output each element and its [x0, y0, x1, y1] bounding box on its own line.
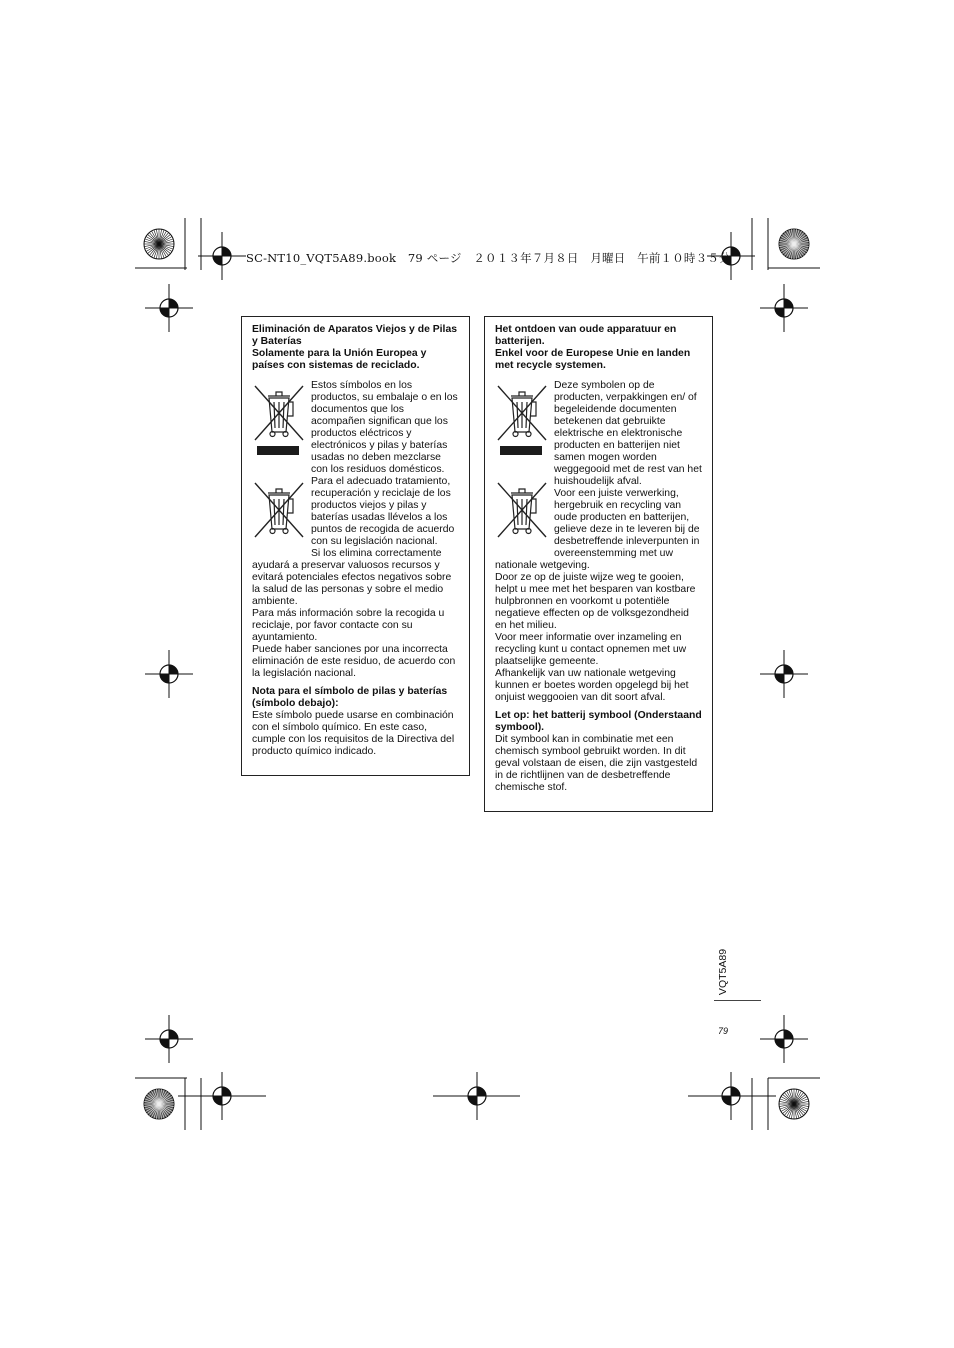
dutch-body: Deze symbolen op de producten, verpakkingen en/ of begeleidende documenten betekenen dat gebruikte elektrische en elektronische producten en batterijen niet samen mogen worden weggegooid met de rest van het huishoudelijk afval.	[554, 380, 702, 487]
black-bar-icon	[500, 446, 542, 455]
spanish-paragraph-2: Si los elimina correctamente ayudará a preservar valuosos recursos y evitará potenciales efectos negativos sobre la salud de las personas y sobre el medio ambiente.	[252, 548, 452, 607]
dutch-disposal-notice	[484, 316, 713, 812]
dutch-symbol-area	[495, 380, 702, 572]
registration-starburst-icon	[144, 229, 174, 259]
spanish-disposal-notice	[241, 316, 470, 776]
dutch-note-title: Let op: het batterij symbool (Onderstaand symbool).	[495, 710, 702, 733]
book-header-line: SC-NT10_VQT5A89.book 79 ページ ２０１３年７月８日 月曜日 午前１０時３５分	[246, 251, 731, 265]
dutch-note-body: Dit symbool kan in combinatie met een chemisch symbool gebruikt worden. In dit geval volstaan de eisen, die zijn vastgesteld in de richtlijnen van de desbetreffende chemische stof.	[495, 734, 698, 793]
dutch-paragraph-2: Door ze op de juiste wijze weg te gooien, helpt u mee met het besparen van kostbare hulpbronnen en voorkomt u potentiële negatieve effecten op de volksgezondheid en het milieu.	[495, 572, 696, 631]
black-bar-icon	[257, 446, 299, 455]
dutch-paragraph-1b: Voor een juiste verwerking, hergebruik en recycling van oude producten en batterijen, gelieve deze in te leveren bij de desbetreffende inleverpunten in overeenstemming met uw nationale wetgeving.	[495, 488, 700, 571]
spanish-subtitle: Solamente para la Unión Europea y países con sistemas de reciclado.	[252, 348, 427, 371]
spanish-symbol-area	[252, 380, 459, 608]
footer-divider	[714, 1000, 761, 1001]
crossed-out-bin-icon	[252, 382, 306, 442]
crossed-out-bin-icon	[495, 382, 549, 442]
crossed-out-battery-bin-icon	[252, 479, 306, 539]
spanish-paragraph-3: Para más información sobre la recogida u reciclaje, por favor contacte con su ayuntamiento.	[252, 608, 445, 643]
spanish-title: Eliminación de Aparatos Viejos y de Pilas y Baterías	[252, 324, 458, 347]
page-number: 79	[718, 1026, 729, 1036]
model-code: VQT5A89	[717, 948, 729, 996]
dutch-subtitle: Enkel voor de Europese Unie en landen met recycle systemen.	[495, 348, 691, 371]
dutch-title: Het ontdoen van oude apparatuur en batterijen.	[495, 324, 677, 347]
registration-target-icon	[145, 650, 193, 698]
registration-starburst-icon	[779, 229, 809, 259]
dutch-paragraph-4: Afhankelijk van uw nationale wetgeving kunnen er boetes worden opgelegd bij het onjuist weggooien van dit soort afval.	[495, 668, 689, 703]
spanish-paragraph-4: Puede haber sanciones por una incorrecta eliminación de este residuo, de acuerdo con la legislación nacional.	[252, 644, 456, 679]
registration-target-icon	[760, 650, 808, 698]
registration-target-icon	[145, 1015, 193, 1063]
spanish-note-body: Este símbolo puede usarse en combinación con el símbolo químico. En este caso, cumple con los requisitos de la Directiva del producto químico indicado.	[252, 710, 455, 757]
registration-target-icon	[760, 1015, 808, 1063]
spanish-body: Estos símbolos en los productos, su embalaje o en los documentos que los acompañen significan que los productos eléctricos y electrónicos y pilas y baterías usadas no deben mezclarse con los residuos domésticos. Para el adecuado tratamiento, recuperación y reciclaje de los productos viejos y pilas y baterías usadas llévelos a los puntos de recogida de acuerdo con su legislación nacional.	[311, 380, 458, 547]
registration-target-icon	[198, 232, 246, 280]
registration-starburst-icon	[144, 1089, 174, 1119]
registration-target-icon	[760, 284, 808, 332]
crossed-out-battery-bin-icon	[495, 479, 549, 539]
registration-starburst-icon	[779, 1089, 809, 1119]
spanish-note-title: Nota para el símbolo de pilas y baterías (símbolo debajo):	[252, 686, 448, 709]
spanish-icons	[252, 382, 310, 539]
registration-target-icon	[145, 284, 193, 332]
dutch-paragraph-3: Voor meer informatie over inzameling en recycling kunt u contact opnemen met uw plaatselijke gemeente.	[495, 632, 687, 667]
dutch-icons	[495, 382, 553, 539]
